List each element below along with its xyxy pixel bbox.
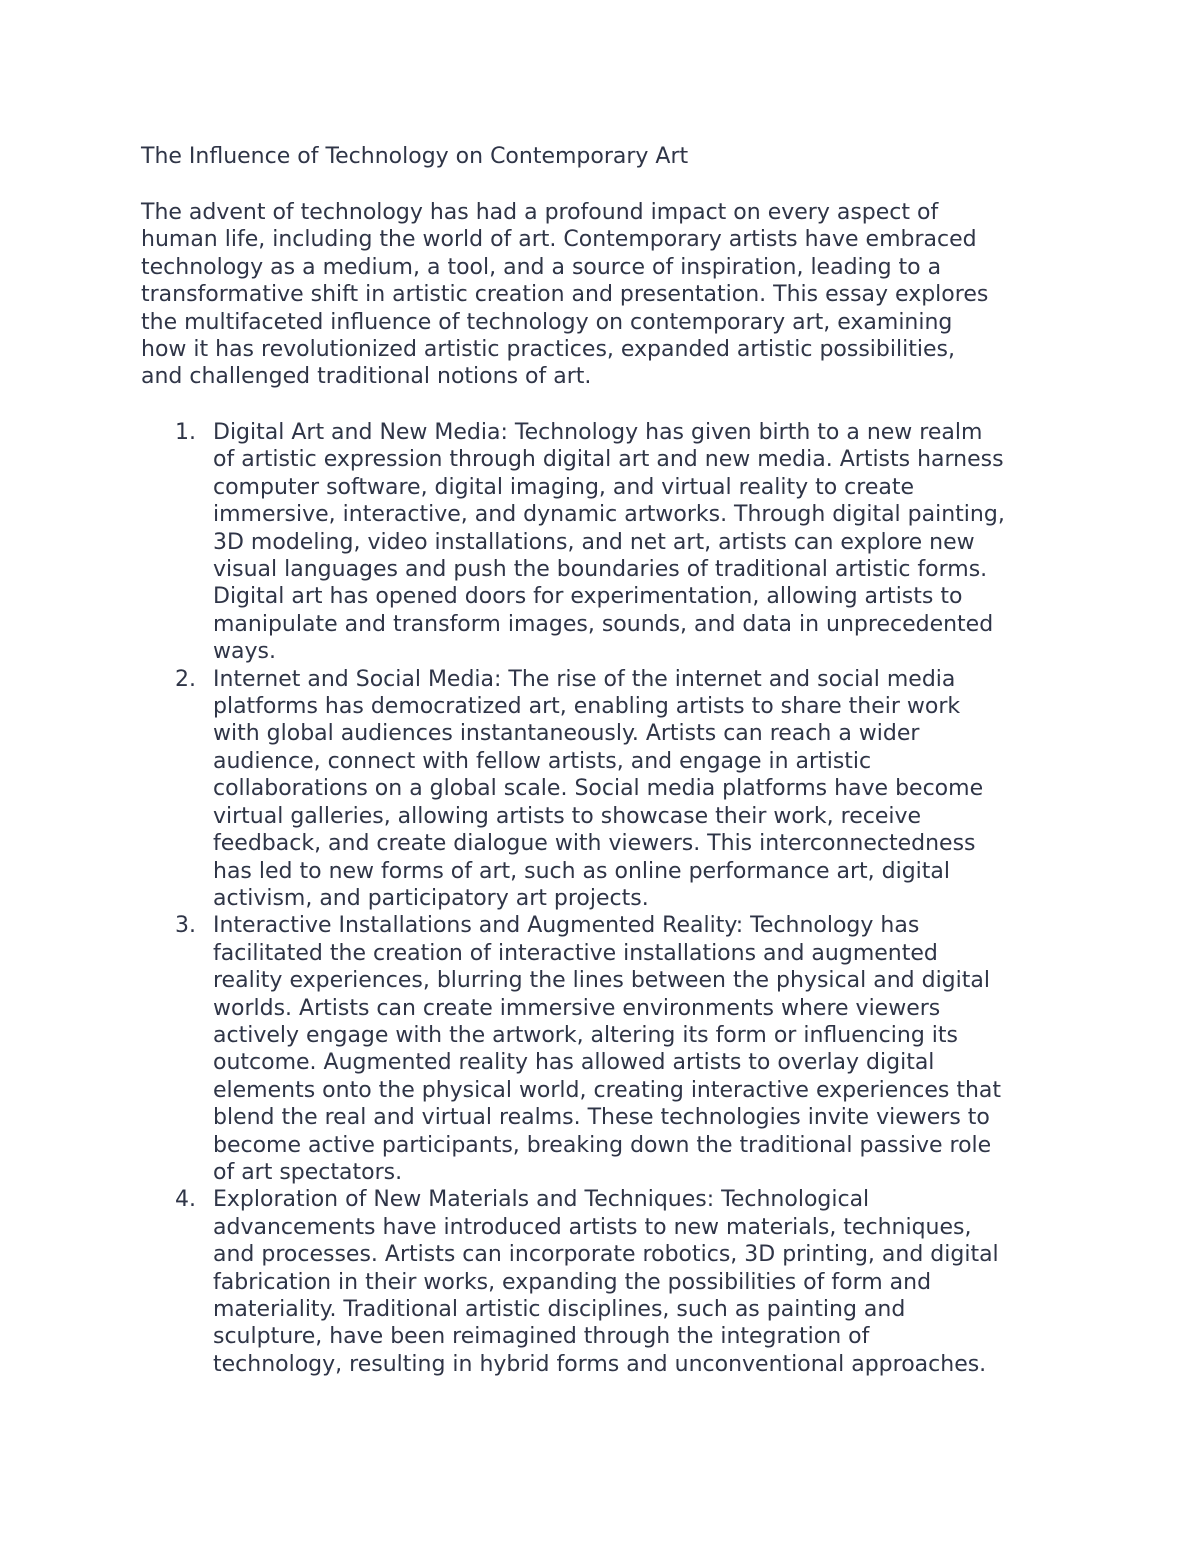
list-item [141,666,1081,913]
list-item-number: 3. [175,913,196,939]
list-item-line: fabrication in their works, expanding the possibilities of form and [213,1269,932,1295]
list-item-line: activism, and participatory art projects. [213,885,649,911]
list-item-line: manipulate and transform images, sounds, and data in unprecedented [213,611,994,637]
list-item-number: 4. [175,1187,196,1213]
list-item-line: audience, connect with fellow artists, and engage in artistic [213,748,872,774]
list-item-line: ways. [213,639,276,665]
list-item-line: computer software, digital imaging, and virtual reality to create [213,474,914,500]
list-item-line: outcome. Augmented reality has allowed artists to overlay digital [213,1050,935,1076]
document-title: The Influence of Technology on Contemporary Art [141,144,689,169]
list-item-line: Digital Art and New Media: Technology has given birth to a new realm [213,420,983,445]
list-item-line: facilitated the creation of interactive installations and augmented [213,940,938,966]
list-item-line: Exploration of New Materials and Techniques: Technological [213,1187,870,1213]
list-item-line: actively engage with the artwork, altering its form or influencing its [213,1022,958,1048]
list-item [141,1186,1081,1378]
list-item-number: 2. [175,666,196,692]
list-item-line: of artistic expression through digital art and new media. Artists harness [213,447,1004,473]
intro-line: how it has revolutionized artistic practices, expanded artistic possibilities, [141,337,955,363]
intro-line: human life, including the world of art. Contemporary artists have embraced [141,227,977,253]
intro-line: technology as a medium, a tool, and a source of inspiration, leading to a [141,254,942,280]
list-item-line: virtual galleries, allowing artists to showcase their work, receive [213,803,922,829]
list-item-line: has led to new forms of art, such as online performance art, digital [213,858,950,884]
intro-line: and challenged traditional notions of art. [141,364,592,390]
list-item-line: become active participants, breaking down the traditional passive role [213,1132,992,1158]
list-item-line: blend the real and virtual realms. These technologies invite viewers to [213,1105,990,1131]
list-item-line: technology, resulting in hybrid forms and unconventional approaches. [213,1351,987,1377]
list-item-line: of art spectators. [213,1159,403,1185]
list-item-line: elements onto the physical world, creating interactive experiences that [213,1077,1002,1103]
intro-line: The advent of technology has had a profound impact on every aspect of [141,200,939,225]
list-item-line: with global audiences instantaneously. Artists can reach a wider [213,721,920,747]
list-item [141,419,1081,666]
list-item-line: sculpture, have been reimagined through the integration of [213,1324,870,1350]
intro-paragraph [141,199,1061,391]
list-item [141,912,1081,1186]
list-item-line: Digital art has opened doors for experimentation, allowing artists to [213,584,963,610]
list-item-line: visual languages and push the boundaries of traditional artistic forms. [213,557,988,583]
list-item-line: Interactive Installations and Augmented Reality: Technology has [213,913,920,939]
intro-line: transformative shift in artistic creation and presentation. This essay explores [141,282,989,308]
numbered-list [141,419,1081,1378]
intro-line: the multifaceted influence of technology on contemporary art, examining [141,309,953,335]
list-item-line: immersive, interactive, and dynamic artworks. Through digital painting, [213,502,1005,528]
list-item-line: collaborations on a global scale. Social media platforms have become [213,776,984,802]
list-item-line: platforms has democratized art, enabling artists to share their work [213,694,961,720]
list-item-line: reality experiences, blurring the lines between the physical and digital [213,968,990,994]
list-item-line: and processes. Artists can incorporate robotics, 3D printing, and digital [213,1242,999,1268]
list-item-line: materiality. Traditional artistic disciplines, such as painting and [213,1297,906,1322]
list-item-line: feedback, and create dialogue with viewers. This interconnectedness [213,831,976,857]
list-item-line: Internet and Social Media: The rise of the internet and social media [213,666,956,692]
list-item-number: 1. [175,420,196,445]
list-item-line: worlds. Artists can create immersive environments where viewers [213,995,941,1021]
list-item-line: advancements have introduced artists to new materials, techniques, [213,1214,972,1240]
list-item-line: 3D modeling, video installations, and net art, artists can explore new [213,529,975,555]
